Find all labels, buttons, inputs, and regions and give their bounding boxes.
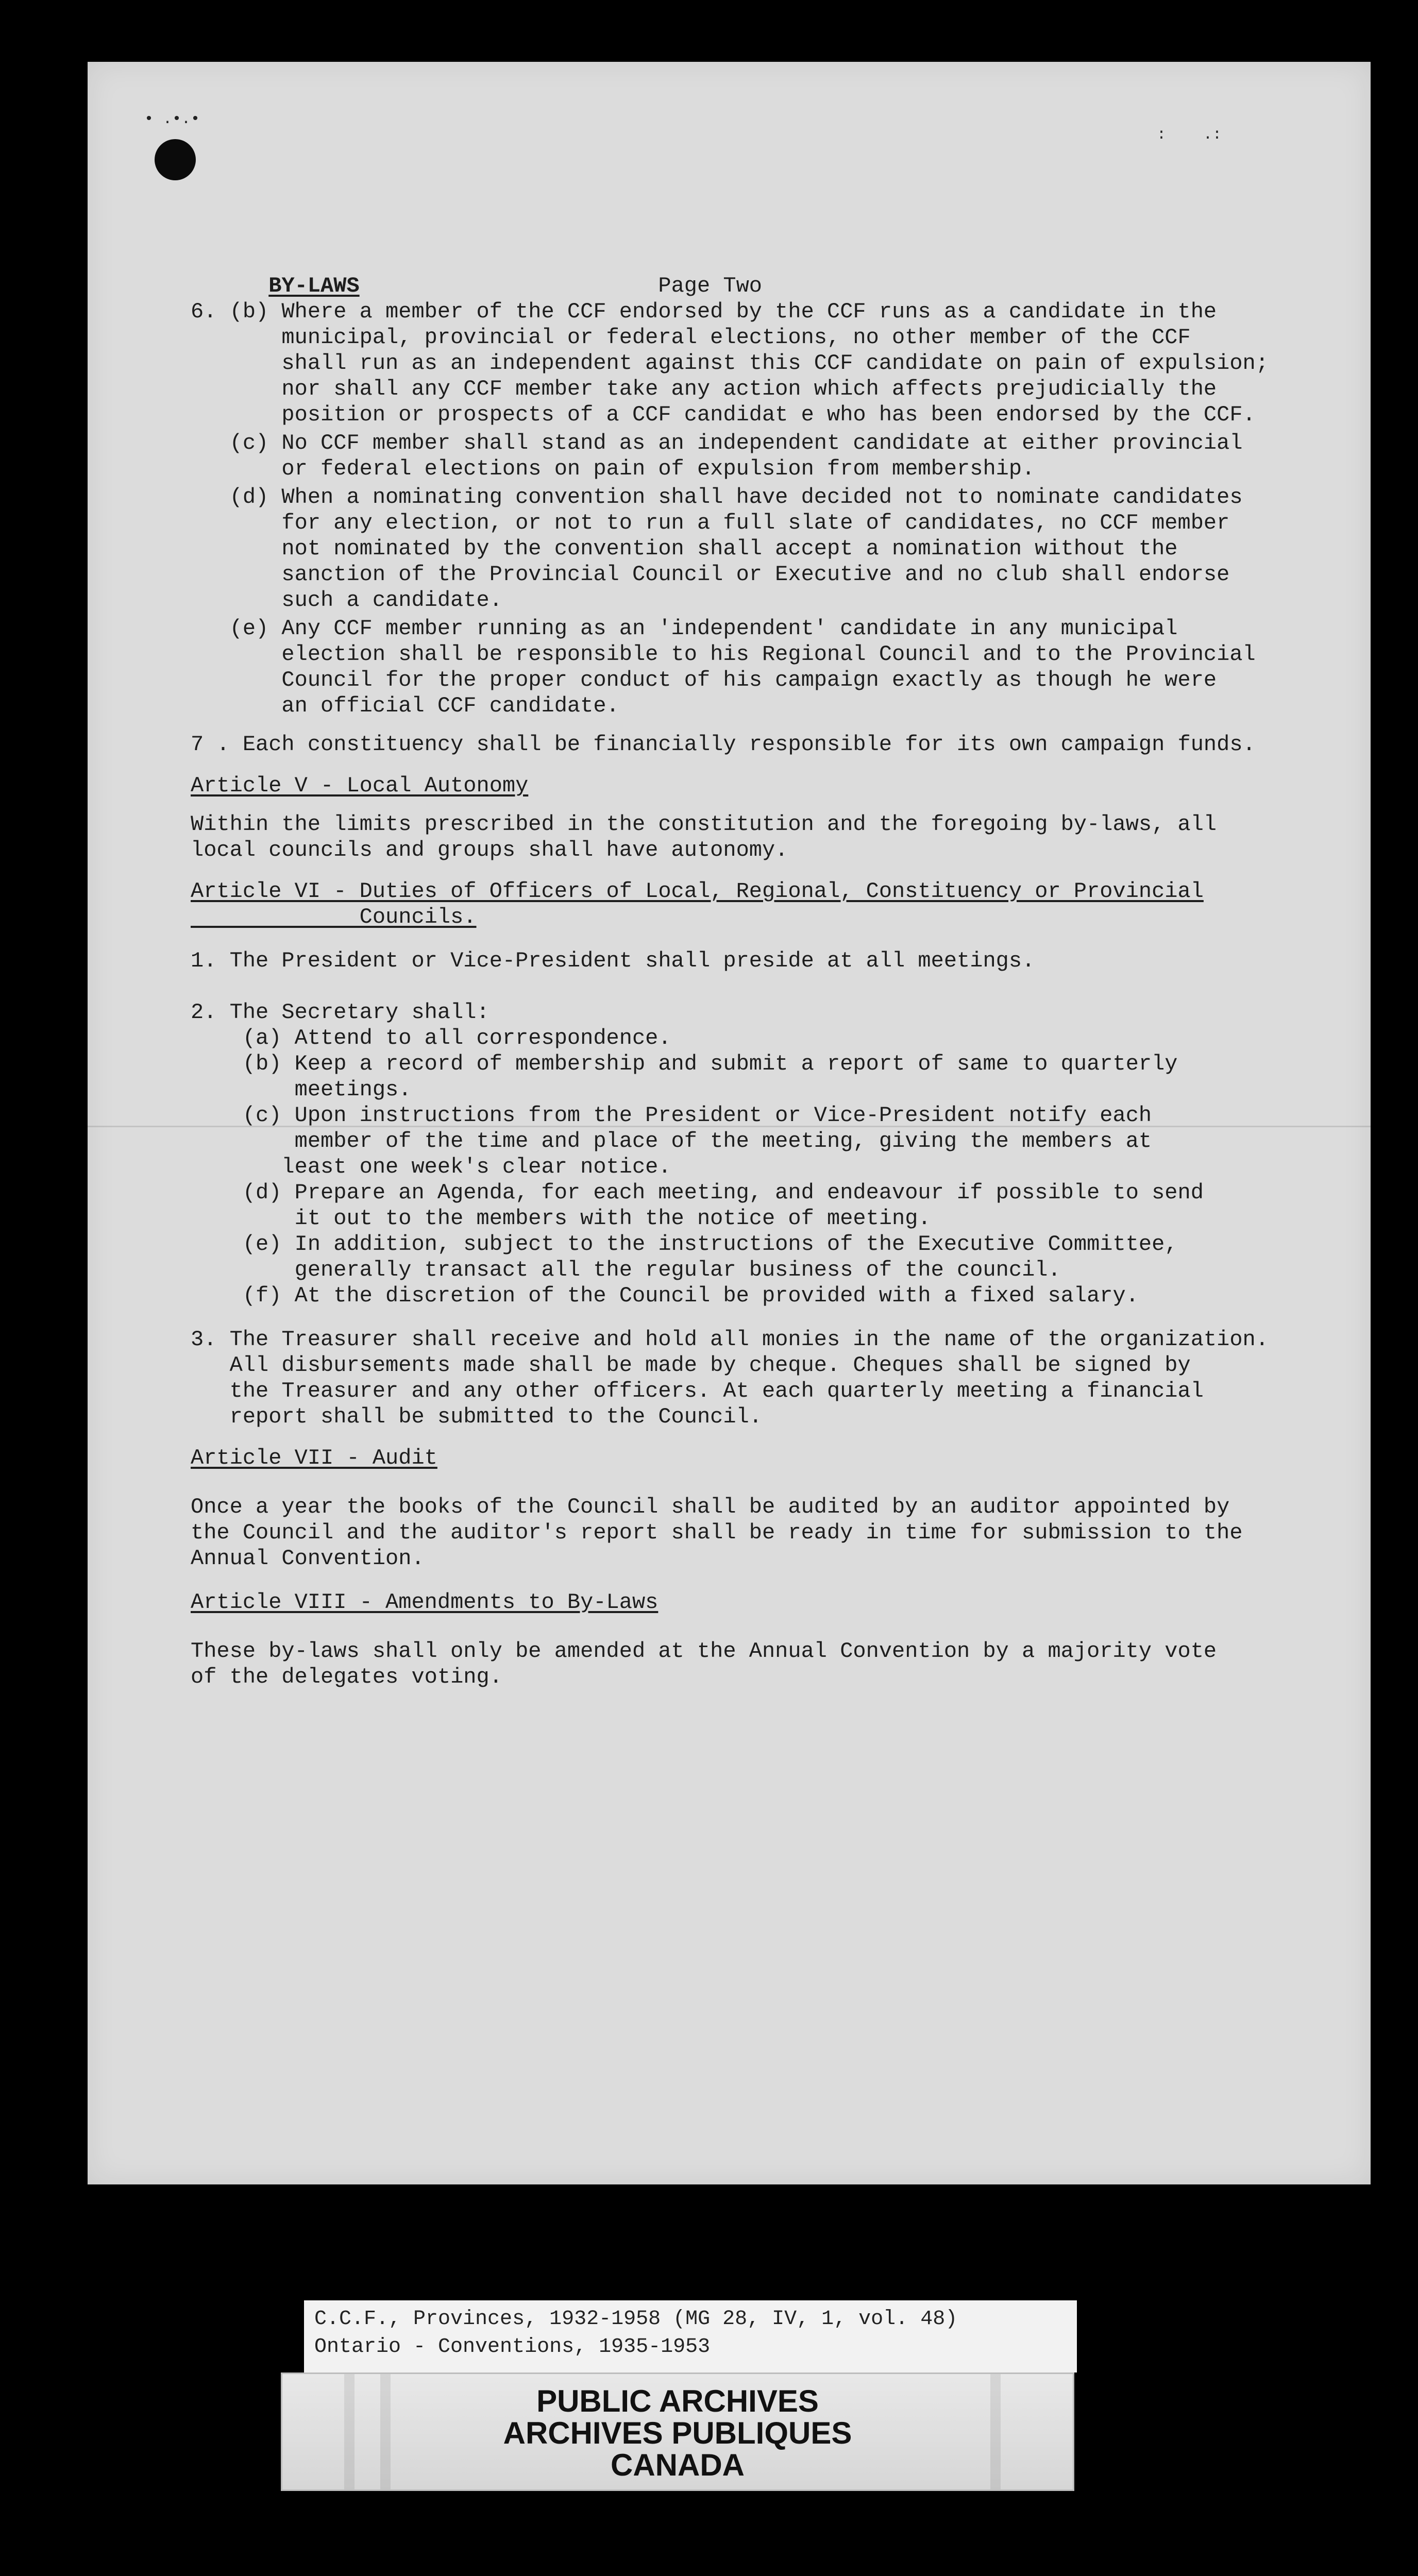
text-line: or federal elections on pain of expulsion from membership. xyxy=(191,456,1035,481)
archive-label-line2: Ontario - Conventions, 1935-1953 xyxy=(314,2335,711,2359)
punch-hole xyxy=(155,139,196,180)
archive-reference-label xyxy=(304,2300,1077,2372)
archive-label-line1: C.C.F., Provinces, 1932-1958 (MG 28, IV, 1, vol. 48) xyxy=(314,2308,958,2331)
speck-marks: • .•.• xyxy=(144,111,200,128)
text-line: local councils and groups shall have autonomy. xyxy=(191,838,788,862)
text-line: (d) When a nominating convention shall have decided not to nominate candidates xyxy=(191,485,1243,510)
stamp-band xyxy=(990,2374,1001,2489)
document-page xyxy=(88,62,1371,2184)
text-line: sanction of the Provincial Council or Executive and no club shall endorse xyxy=(191,562,1230,587)
text-line: report shall be submitted to the Council. xyxy=(191,1404,762,1429)
text-line: (a) Attend to all correspondence. xyxy=(191,1026,671,1050)
text-line: (b) Keep a record of membership and submit a report of same to quarterly xyxy=(191,1052,1178,1076)
text-line: nor shall any CCF member take any action which affects prejudicially the xyxy=(191,377,1217,401)
text-line: (d) Prepare an Agenda, for each meeting, and endeavour if possible to send xyxy=(191,1180,1204,1205)
text-line: (f) At the discretion of the Council be provided with a fixed salary. xyxy=(191,1283,1139,1308)
header-left: BY-LAWS xyxy=(268,274,360,298)
archives-stamp xyxy=(281,2372,1074,2491)
stamp-band xyxy=(380,2374,391,2489)
article-heading: Councils. xyxy=(191,905,477,929)
text-line: for any election, or not to run a full slate of candidates, no CCF member xyxy=(191,511,1230,535)
text-line: shall run as an independent against this CCF candidate on pain of expulsion; xyxy=(191,351,1269,376)
text-line: election shall be responsible to his Regional Council and to the Provincial xyxy=(191,642,1256,667)
stamp-line1: PUBLIC ARCHIVES xyxy=(536,2384,819,2418)
text-line: municipal, provincial or federal elections, no other member of the CCF xyxy=(191,325,1191,350)
text-line: it out to the members with the notice of meeting. xyxy=(191,1206,931,1231)
text-line: position or prospects of a CCF candidat e who has been endorsed by the CCF. xyxy=(191,402,1256,427)
text-line: (c) Upon instructions from the President or Vice-President notify each xyxy=(191,1103,1152,1128)
text-line: These by-laws shall only be amended at the Annual Convention by a majority vote xyxy=(191,1639,1217,1664)
text-line: least one week's clear notice. xyxy=(191,1155,671,1179)
text-line: not nominated by the convention shall accept a nomination without the xyxy=(191,536,1178,561)
text-line: (e) In addition, subject to the instructions of the Executive Committee, xyxy=(191,1232,1178,1257)
article-heading: Article VIII - Amendments to By-Laws xyxy=(191,1590,659,1615)
article-heading: Article VII - Audit xyxy=(191,1446,437,1470)
article-heading: Article VI - Duties of Officers of Local, Regional, Constituency or Provincial xyxy=(191,879,1204,904)
text-line: Once a year the books of the Council shall be audited by an auditor appointed by xyxy=(191,1495,1230,1519)
text-line: Within the limits prescribed in the constitution and the foregoing by-laws, all xyxy=(191,812,1217,837)
text-line: Annual Convention. xyxy=(191,1546,425,1571)
text-line: 2. The Secretary shall: xyxy=(191,1000,489,1025)
text-line: meetings. xyxy=(191,1077,412,1102)
text-line: (c) No CCF member shall stand as an independent candidate at either provincial xyxy=(191,431,1243,455)
stamp-line2: ARCHIVES PUBLIQUES xyxy=(503,2416,852,2450)
header-center: Page Two xyxy=(658,274,763,298)
text-line: an official CCF candidate. xyxy=(191,693,619,718)
text-line: such a candidate. xyxy=(191,588,502,613)
text-line: 7 . Each constituency shall be financially responsible for its own campaign funds. xyxy=(191,732,1256,757)
stamp-band xyxy=(344,2374,354,2489)
text-line: 3. The Treasurer shall receive and hold all monies in the name of the organization. xyxy=(191,1327,1269,1352)
stamp-line3: CANADA xyxy=(611,2448,745,2482)
speck-marks-right: : .: xyxy=(1157,126,1222,144)
text-line: the Treasurer and any other officers. At each quarterly meeting a financial xyxy=(191,1379,1204,1403)
text-line: 6. (b) Where a member of the CCF endorsed by the CCF runs as a candidate in the xyxy=(191,299,1217,324)
text-line: Council for the proper conduct of his campaign exactly as though he were xyxy=(191,668,1217,692)
text-line: (e) Any CCF member running as an 'independent' candidate in any municipal xyxy=(191,616,1178,641)
text-line: member of the time and place of the meeting, giving the members at xyxy=(191,1129,1152,1154)
text-line: 1. The President or Vice-President shall preside at all meetings. xyxy=(191,948,1035,973)
text-line: generally transact all the regular business of the council. xyxy=(191,1258,1061,1282)
article-heading: Article V - Local Autonomy xyxy=(191,773,529,798)
text-line: All disbursements made shall be made by cheque. Cheques shall be signed by xyxy=(191,1353,1191,1378)
text-line: the Council and the auditor's report shall be ready in time for submission to the xyxy=(191,1520,1243,1545)
text-line: of the delegates voting. xyxy=(191,1665,502,1689)
